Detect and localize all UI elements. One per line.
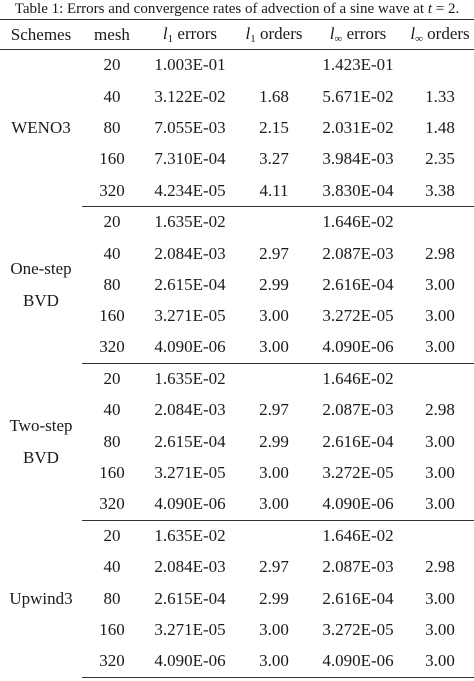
l1-order-cell: 2.97	[259, 243, 289, 263]
mesh-cell: 80	[103, 431, 121, 451]
linf-error-cell: 1.646E-02	[322, 212, 394, 232]
mesh-cell: 20	[103, 526, 121, 546]
l1-error-cell: 4.090E-06	[142, 489, 238, 520]
mesh-cell: 40	[103, 400, 121, 420]
l1-error-cell: 2.084E-03	[154, 400, 226, 420]
linf-error-cell: 2.616E-04	[322, 431, 394, 451]
mesh-cell: 320	[82, 332, 142, 363]
scheme-cell	[0, 520, 82, 677]
linf-error-cell: 2.616E-04	[322, 588, 394, 608]
scheme-name-line2: BVD	[23, 447, 59, 467]
l1-error-cell: 7.310E-04	[154, 149, 226, 169]
linf-errors-subscript: ∞	[334, 33, 343, 45]
l1-error-cell: 4.090E-06	[142, 332, 238, 363]
l1-orders-subscript: 1	[250, 33, 256, 45]
linf-error-cell: 3.272E-05	[322, 306, 394, 326]
l1-order-cell: 3.00	[259, 463, 289, 483]
linf-error-cell: 4.090E-06	[310, 646, 406, 677]
l1-errors-subscript: 1	[167, 33, 174, 45]
linf-error-cell: 2.087E-03	[322, 400, 394, 420]
l1-error-cell: 2.084E-03	[154, 557, 226, 577]
mesh-cell: 20	[103, 369, 121, 389]
scheme-cell	[0, 50, 82, 207]
l1-order-cell: 1.68	[259, 86, 289, 106]
header-l1-orders	[238, 20, 310, 50]
linf-error-cell: 2.031E-02	[322, 117, 394, 137]
table-caption	[0, 0, 474, 18]
header-mesh: mesh	[82, 20, 142, 50]
l1-error-cell: 1.635E-02	[154, 526, 226, 546]
linf-order-cell	[406, 206, 474, 237]
linf-order-cell: 2.98	[425, 557, 455, 577]
table-body	[0, 50, 474, 678]
linf-order-cell: 2.35	[425, 149, 455, 169]
linf-orders-subscript: ∞	[415, 33, 423, 45]
mesh-cell: 80	[103, 274, 121, 294]
l1-error-cell: 1.635E-02	[154, 369, 226, 389]
l1-error-cell: 3.271E-05	[154, 620, 226, 640]
linf-error-cell: 4.090E-06	[310, 332, 406, 363]
table-row	[0, 50, 474, 81]
mesh-cell: 80	[103, 117, 121, 137]
l1-error-cell: 2.615E-04	[154, 431, 226, 451]
linf-order-cell: 3.00	[425, 588, 455, 608]
linf-orders-symbol: l	[410, 24, 416, 43]
linf-order-cell: 3.00	[425, 463, 455, 483]
scheme-cell	[0, 363, 82, 520]
mesh-cell: 320	[82, 175, 142, 206]
l1-error-cell: 3.271E-05	[154, 463, 226, 483]
l1-order-cell: 2.99	[259, 588, 289, 608]
linf-error-cell: 1.423E-01	[322, 55, 394, 75]
linf-errors-symbol: l	[329, 24, 335, 43]
linf-error-cell: 3.272E-05	[322, 620, 394, 640]
l1-order-cell: 2.15	[259, 117, 289, 137]
linf-error-cell: 2.087E-03	[322, 243, 394, 263]
scheme-cell	[0, 206, 82, 363]
l1-order-cell: 4.11	[238, 175, 310, 206]
linf-orders-text: orders	[422, 24, 470, 43]
header-linf-orders	[406, 20, 474, 50]
linf-order-cell	[406, 363, 474, 394]
mesh-cell: 320	[82, 489, 142, 520]
l1-error-cell: 3.122E-02	[154, 86, 226, 106]
l1-order-cell	[238, 363, 310, 394]
linf-error-cell: 1.646E-02	[322, 526, 394, 546]
results-table	[0, 19, 474, 678]
linf-error-cell: 1.646E-02	[322, 369, 394, 389]
linf-order-cell: 2.98	[425, 243, 455, 263]
linf-order-cell: 3.00	[425, 620, 455, 640]
mesh-cell: 20	[103, 55, 121, 75]
scheme-name-line1: Two-step	[9, 415, 73, 435]
linf-order-cell: 1.33	[425, 86, 455, 106]
caption-suffix: = 2.	[432, 1, 460, 17]
scheme-name-line1: One-step	[10, 258, 72, 278]
mesh-cell: 160	[99, 620, 125, 640]
l1-order-cell: 3.00	[238, 646, 310, 677]
l1-order-cell: 3.27	[259, 149, 289, 169]
linf-error-cell: 5.671E-02	[322, 86, 394, 106]
linf-error-cell: 3.272E-05	[322, 463, 394, 483]
l1-order-cell: 3.00	[259, 306, 289, 326]
mesh-cell: 160	[99, 149, 125, 169]
l1-error-cell: 7.055E-03	[154, 117, 226, 137]
table-row	[0, 206, 474, 237]
l1-error-cell: 2.615E-04	[154, 274, 226, 294]
l1-error-cell: 4.234E-05	[142, 175, 238, 206]
header-linf-errors	[310, 20, 406, 50]
linf-error-cell: 3.984E-03	[322, 149, 394, 169]
l1-order-cell: 2.97	[259, 557, 289, 577]
l1-order-cell: 3.00	[238, 489, 310, 520]
caption-variable: t	[427, 1, 433, 17]
mesh-cell: 160	[99, 463, 125, 483]
linf-order-cell: 3.00	[425, 431, 455, 451]
l1-order-cell	[238, 50, 310, 81]
l1-error-cell: 4.090E-06	[142, 646, 238, 677]
caption-prefix: Table 1: Errors and convergence rates of advection of a sine wave at	[14, 1, 428, 17]
l1-error-cell: 3.271E-05	[154, 306, 226, 326]
scheme-name-line1: Upwind3	[9, 588, 73, 608]
linf-error-cell: 2.087E-03	[322, 557, 394, 577]
scheme-name-line1: WENO3	[11, 118, 71, 138]
mesh-cell: 80	[103, 588, 121, 608]
header-l1-errors	[142, 20, 238, 50]
linf-order-cell: 3.00	[406, 646, 474, 677]
header-row	[0, 20, 474, 50]
scheme-name-line2: BVD	[23, 290, 59, 310]
header-schemes: Schemes	[0, 20, 82, 50]
l1-order-cell: 3.00	[238, 332, 310, 363]
linf-errors-text: errors	[342, 24, 387, 43]
l1-order-cell: 2.97	[259, 400, 289, 420]
mesh-cell: 40	[103, 557, 121, 577]
l1-error-cell: 1.003E-01	[154, 55, 226, 75]
l1-order-cell: 2.99	[259, 274, 289, 294]
l1-error-cell: 2.615E-04	[154, 588, 226, 608]
table-row	[0, 520, 474, 551]
mesh-cell: 320	[82, 646, 142, 677]
l1-orders-symbol: l	[245, 24, 251, 43]
table-row	[0, 363, 474, 394]
mesh-cell: 160	[99, 306, 125, 326]
linf-order-cell	[406, 50, 474, 81]
l1-errors-symbol: l	[162, 24, 168, 43]
l1-order-cell: 2.99	[259, 431, 289, 451]
linf-order-cell: 2.98	[425, 400, 455, 420]
linf-error-cell: 2.616E-04	[322, 274, 394, 294]
l1-errors-text: errors	[173, 24, 218, 43]
linf-order-cell: 3.38	[406, 175, 474, 206]
mesh-cell: 40	[103, 86, 121, 106]
linf-order-cell: 3.00	[406, 489, 474, 520]
linf-error-cell: 3.830E-04	[310, 175, 406, 206]
l1-order-cell	[238, 206, 310, 237]
mesh-cell: 40	[103, 243, 121, 263]
l1-order-cell: 3.00	[259, 620, 289, 640]
linf-order-cell: 3.00	[425, 274, 455, 294]
linf-order-cell: 1.48	[425, 117, 455, 137]
linf-order-cell: 3.00	[425, 306, 455, 326]
linf-order-cell: 3.00	[406, 332, 474, 363]
linf-order-cell	[406, 520, 474, 551]
l1-order-cell	[238, 520, 310, 551]
l1-orders-text: orders	[255, 24, 303, 43]
l1-error-cell: 2.084E-03	[154, 243, 226, 263]
linf-error-cell: 4.090E-06	[310, 489, 406, 520]
mesh-cell: 20	[103, 212, 121, 232]
l1-error-cell: 1.635E-02	[154, 212, 226, 232]
